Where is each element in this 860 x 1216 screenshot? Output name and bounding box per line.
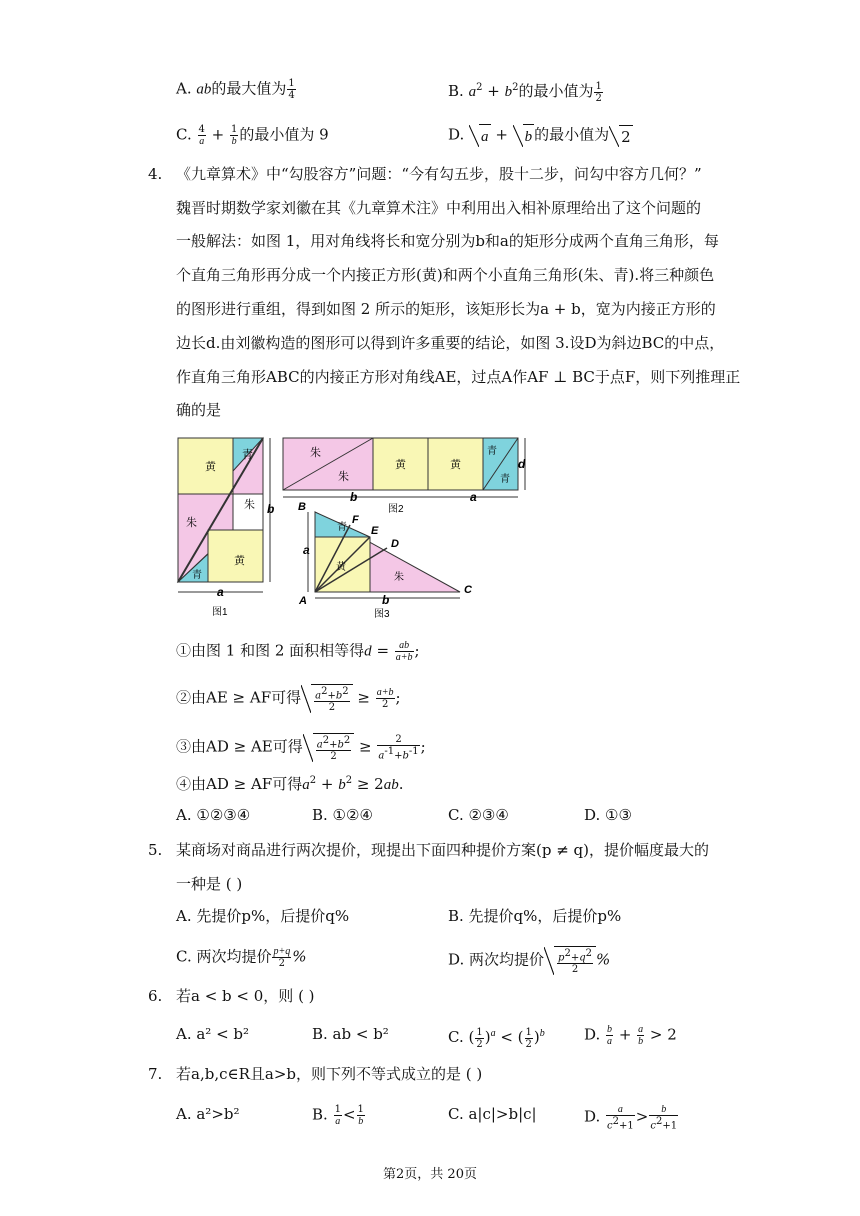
- fig2-huang-label: 黄: [395, 459, 406, 471]
- q4-statement-3: ③由AD ≥ AE可得 $\frac{a^2+b^2}{2}$ ≥ $\frac{2}{a^{-1}+b^{-1}}$ ;: [176, 734, 426, 763]
- q4-line: 作直角三角形ABC的内接正方形对角线AE，过点A作AF ⊥ BC于点F，则下列推理正: [176, 368, 741, 386]
- q7-stem: 若a,b,c∈R且a>b，则下列不等式成立的是 ( ): [176, 1065, 483, 1083]
- q7-option-b: B. $\frac{1}{a}$ < $\frac{1}{b}$: [312, 1104, 364, 1127]
- figures-1-2-3: [170, 430, 540, 620]
- fig1-qing-label: 青: [242, 449, 253, 461]
- fig1-b-label: b: [267, 502, 275, 516]
- figure-3: [298, 501, 473, 620]
- q4-line: 魏晋时期数学家刘徽在其《九章算术注》中利用出入相补原理给出了这个问题的: [176, 199, 702, 217]
- figure-1: [178, 438, 274, 618]
- q5-option-a: A. 先提价p%，后提价q%: [176, 907, 350, 925]
- q4-option-d: D. ①③: [584, 806, 632, 824]
- fig2-a-label: a: [470, 490, 477, 504]
- fig3-qing-label: 青: [337, 522, 347, 533]
- fig1-a-label: a: [217, 585, 224, 599]
- q7-option-c: C. a|c|>b|c|: [448, 1105, 537, 1123]
- fig1-zhu-label-2: 朱: [186, 517, 197, 529]
- fig3-caption: 图3: [374, 609, 390, 620]
- q3-option-a: A. ab的最大值为 $\frac{1}{4}$: [176, 78, 295, 101]
- q5-number: 5.: [148, 841, 163, 859]
- page-footer: 第2页，共 20页: [383, 1167, 477, 1182]
- fig2-caption: 图2: [388, 504, 404, 515]
- fig2-huang-label-2: 黄: [450, 459, 461, 471]
- fig3-point-b: B: [298, 501, 306, 513]
- fig2-b-label: b: [350, 490, 358, 504]
- q4-statement-4: ④由AD ≥ AF可得$a^2 + b^2 \ge 2ab$.: [176, 775, 404, 793]
- q5-stem-line-1: 某商场对商品进行两次提价，现提出下面四种提价方案(p ≠ q)，提价幅度最大的: [176, 841, 710, 859]
- q4-statement-1: ①由图 1 和图 2 面积相等得d = $\frac{ab}{a+b}$ ;: [176, 640, 420, 663]
- fig3-point-f: F: [352, 514, 359, 526]
- q4-line: 确的是: [176, 401, 222, 419]
- fig3-huang-label: 黄: [336, 562, 346, 573]
- fig3-point-d: D: [391, 538, 399, 550]
- q5-stem-line-2: 一种是 ( ): [176, 875, 243, 893]
- q4-line: 边长d.由刘徽构造的图形可以得到许多重要的结论，如图 3.设D为斜边BC的中点，: [176, 334, 725, 352]
- fig2-zhu-label: 朱: [310, 447, 321, 459]
- fig1-qing-label-2: 青: [192, 570, 202, 581]
- fig3-zhu-label: 朱: [394, 572, 404, 583]
- q6-option-a: A. a² < b²: [176, 1025, 250, 1043]
- q6-option-b: B. ab < b²: [312, 1025, 389, 1043]
- q3-option-d: D. a + b 的最小值为 2: [448, 125, 631, 146]
- q5-option-d: D. 两次均提价 $\frac{p^2+q^2}{2}$ %: [448, 948, 611, 976]
- q3-option-c: C. $\frac{4}{a}$ + $\frac{1}{b}$ 的最小值为 9: [176, 124, 329, 147]
- q4-option-a: A. ①②③④: [176, 806, 251, 824]
- q4-line: 一般解法：如图 1，用对角线将长和宽分别为b和a的矩形分成两个直角三角形，每: [176, 232, 719, 250]
- q7-option-a: A. a²>b²: [176, 1105, 240, 1123]
- fig1-caption: 图1: [212, 607, 228, 618]
- fig2-qing-label-2: 青: [500, 474, 510, 485]
- q4-line: 个直角三角形再分成一个内接正方形(黄)和两个小直角三角形(朱、青).将三种颜色: [176, 266, 715, 284]
- q5-option-c: C. 两次均提价 $\frac{p+q}{2}$ %: [176, 946, 307, 969]
- q4-number: 4.: [148, 165, 163, 183]
- fig1-zhu-label: 朱: [244, 499, 255, 511]
- fig3-b-label: b: [382, 593, 390, 607]
- fig3-point-a: A: [299, 595, 307, 607]
- q4-option-c: C. ②③④: [448, 806, 509, 824]
- q7-number: 7.: [148, 1065, 163, 1083]
- q6-option-c: C. ( $\frac{1}{2}$ )$^a$ < ( $\frac{1}{2}$ )$^b$: [448, 1026, 545, 1050]
- fig3-a-label: a: [303, 543, 310, 557]
- fig3-point-e: E: [371, 525, 379, 537]
- fig2-qing-label: 青: [487, 446, 497, 457]
- q6-option-d: D. $\frac{b}{a}$ + $\frac{a}{b}$ > 2: [584, 1024, 677, 1047]
- q4-line: 的图形进行重组，得到如图 2 所示的矩形，该矩形长为a + b，宽为内接正方形的: [176, 300, 716, 318]
- q3-option-b: B. $a^2 + b^2$的最小值为 $\frac{1}{2}$: [448, 80, 602, 104]
- fig1-huang-label: 黄: [205, 461, 216, 473]
- fig2-zhu-label-2: 朱: [338, 471, 349, 483]
- q5-option-b: B. 先提价q%，后提价p%: [448, 907, 622, 925]
- q7-option-d: D. $\frac{a}{c^2+1}$ > $\frac{b}{c^2+1}$: [584, 1104, 678, 1132]
- q6-stem: 若a < b < 0，则 ( ): [176, 987, 315, 1005]
- fig2-d-label: d: [518, 457, 526, 471]
- q6-number: 6.: [148, 987, 163, 1005]
- fig1-huang-label-2: 黄: [234, 555, 245, 567]
- q4-line: 《九章算术》中“勾股容方”问题：“今有勾五步，股十二步，问勾中容方几何？”: [176, 165, 702, 183]
- q4-statement-2: ②由AE ≥ AF可得 $\frac{a^2+b^2}{2}$ ≥ $\frac{a+b}{2}$ ;: [176, 686, 401, 714]
- fig3-point-c: C: [464, 584, 472, 596]
- figure-2: [283, 438, 526, 515]
- q4-option-b: B. ①②④: [312, 806, 373, 824]
